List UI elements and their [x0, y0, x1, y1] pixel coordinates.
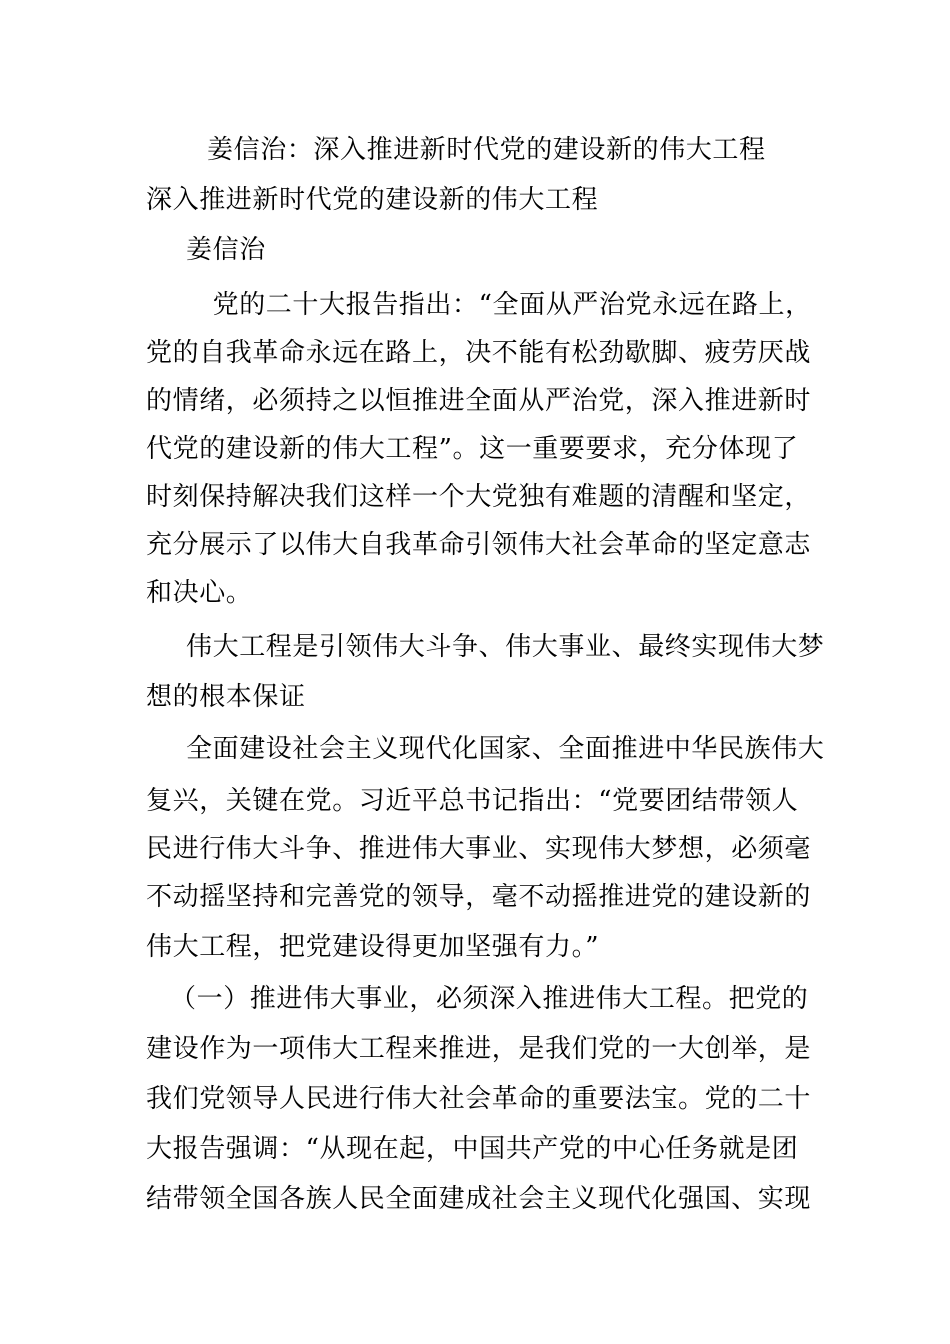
document-subtitle: 深入推进新时代党的建设新的伟大工程: [146, 185, 599, 215]
document-author: 姜信治: [186, 235, 266, 265]
paragraph-1-line-2: 党的自我革命永远在路上，决不能有松劲歇脚、疲劳厌战: [146, 338, 812, 368]
paragraph-4-line-5: 结带领全国各族人民全面建成社会主义现代化强国、实现: [146, 1184, 812, 1214]
paragraph-4-line-3: 我们党领导人民进行伟大社会革命的重要法宝。党的二十: [146, 1084, 812, 1114]
paragraph-4-line-1: （一）推进伟大事业，必须深入推进伟大工程。把党的: [170, 984, 809, 1014]
paragraph-4-line-4: 大报告强调：“从现在起，中国共产党的中心任务就是团: [146, 1134, 799, 1164]
paragraph-1-line-1: 党的二十大报告指出：“全面从严治党永远在路上，: [186, 290, 812, 320]
document-title: 姜信治：深入推进新时代党的建设新的伟大工程: [207, 135, 766, 165]
paragraph-3-line-1: 全面建设社会主义现代化国家、全面推进中华民族伟大: [186, 734, 825, 764]
paragraph-3-line-4: 不动摇坚持和完善党的领导，毫不动摇推进党的建设新的: [146, 882, 812, 912]
section-heading-line-2: 想的根本保证: [146, 682, 306, 712]
paragraph-4-line-2: 建设作为一项伟大工程来推进，是我们党的一大创举，是: [146, 1034, 812, 1064]
paragraph-3-line-3: 民进行伟大斗争、推进伟大事业、实现伟大梦想，必须毫: [146, 834, 812, 864]
paragraph-1-line-6: 充分展示了以伟大自我革命引领伟大社会革命的坚定意志: [146, 530, 812, 560]
paragraph-3-line-5: 伟大工程，把党建设得更加坚强有力。”: [146, 932, 600, 962]
paragraph-1-line-7: 和决心。: [146, 578, 253, 608]
paragraph-1-line-4: 代党的建设新的伟大工程”。这一重要要求，充分体现了: [146, 434, 799, 464]
paragraph-1-line-3: 的情绪，必须持之以恒推进全面从严治党，深入推进新时: [146, 386, 812, 416]
section-heading-line-1: 伟大工程是引领伟大斗争、伟大事业、最终实现伟大梦: [186, 632, 825, 662]
paragraph-1-line-5: 时刻保持解决我们这样一个大党独有难题的清醒和坚定，: [146, 482, 812, 512]
paragraph-3-line-2: 复兴，关键在党。习近平总书记指出：“党要团结带领人: [146, 786, 799, 816]
